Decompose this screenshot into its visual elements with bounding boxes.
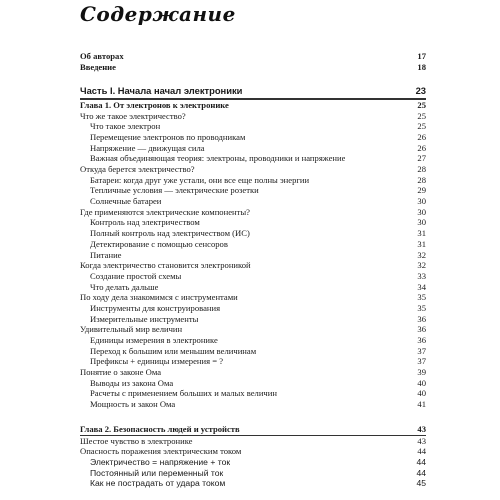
toc-entry-page-number: 31 bbox=[417, 228, 426, 239]
toc-entry-label: Выводы из закона Ома bbox=[90, 377, 174, 388]
toc-entry-label: Измерительные инструменты bbox=[90, 313, 199, 324]
toc-entry-label: Батареи: когда друг уже устали, они все еще полны энергии bbox=[90, 174, 310, 185]
toc-entry-label: Единицы измерения в электронике bbox=[90, 335, 218, 345]
toc-entry-page-number: 35 bbox=[417, 292, 426, 303]
toc-entry-page-number: 31 bbox=[417, 238, 426, 249]
toc-entry-about-authors[interactable] bbox=[80, 51, 426, 62]
toc-entry-label: Электричество = напряжение + ток bbox=[90, 456, 231, 467]
toc-entry-page-number: 36 bbox=[417, 313, 426, 324]
toc-entry-page-number: 28 bbox=[417, 164, 426, 174]
toc-entry-page-number: 34 bbox=[417, 281, 426, 292]
toc-entry-label: Инструменты для конструирования bbox=[90, 302, 221, 313]
toc-entry-part-1[interactable] bbox=[80, 86, 426, 99]
toc-entry-e4[interactable] bbox=[80, 143, 426, 154]
toc-entry-e14[interactable] bbox=[80, 250, 426, 261]
toc-entry-page-number: 30 bbox=[417, 196, 426, 207]
toc-entry-page-number: 43 bbox=[417, 435, 426, 446]
toc-entry-f5[interactable] bbox=[80, 478, 426, 489]
toc-entry-e12[interactable] bbox=[80, 228, 426, 239]
toc-entry-page-number: 29 bbox=[417, 185, 426, 196]
toc-entry-label: Глава 1. От электронов к электронике bbox=[80, 99, 229, 110]
toc-entry-label: Что же такое электричество? bbox=[80, 110, 186, 121]
toc-entry-page-number: 40 bbox=[417, 388, 426, 399]
toc-entry-page-number: 30 bbox=[417, 206, 426, 217]
toc-entry-e2[interactable] bbox=[80, 121, 426, 132]
toc-entry-f2[interactable] bbox=[80, 446, 426, 457]
toc-entry-e8[interactable] bbox=[80, 185, 426, 196]
toc-entry-f4[interactable] bbox=[80, 468, 426, 479]
toc-entry-e3[interactable] bbox=[80, 132, 426, 143]
toc-entry-label: Создание простой схемы bbox=[90, 270, 182, 281]
toc-entry-page-number: 18 bbox=[417, 61, 426, 72]
toc-entry-page-number: 30 bbox=[417, 217, 426, 228]
toc-entry-page-number: 43 bbox=[417, 423, 426, 434]
toc-entry-label: Понятие о законе Ома bbox=[80, 367, 162, 378]
toc-entry-label: Перемещение электронов по проводникам bbox=[90, 131, 246, 142]
toc-entry-page-number: 26 bbox=[417, 142, 426, 153]
toc-entry-e9[interactable] bbox=[80, 196, 426, 207]
toc-entry-page-number: 25 bbox=[417, 99, 426, 110]
toc-entry-e13[interactable] bbox=[80, 239, 426, 250]
toc-entry-label: Полный контроль над электричеством (ИС) bbox=[90, 228, 250, 239]
toc-entry-page-number: 35 bbox=[417, 302, 426, 313]
toc-entry-e15[interactable] bbox=[80, 260, 426, 271]
toc-entry-label: Питание bbox=[90, 249, 122, 260]
toc-entry-e22[interactable] bbox=[80, 335, 426, 346]
toc-entry-page-number: 44 bbox=[417, 446, 426, 457]
toc-entry-page-number: 41 bbox=[417, 399, 426, 410]
toc-entry-e11[interactable] bbox=[80, 217, 426, 228]
toc-entry-label: Переход к большим или меньшим величинам bbox=[90, 345, 257, 356]
toc-entry-e6[interactable] bbox=[80, 164, 426, 175]
toc-entry-label: Что делать дальше bbox=[90, 281, 159, 292]
toc-entry-label: Постоянный или переменный ток bbox=[90, 467, 224, 478]
toc-entry-page-number: 36 bbox=[417, 335, 426, 345]
toc-entry-label: По ходу дела знакомимся с инструментами bbox=[80, 292, 238, 303]
toc-entry-e7[interactable] bbox=[80, 175, 426, 186]
toc-entry-e20[interactable] bbox=[80, 314, 426, 325]
page-title: Содержание bbox=[80, 2, 236, 26]
toc-entry-page-number: 32 bbox=[417, 249, 426, 260]
toc-entry-chapter-2[interactable] bbox=[80, 424, 426, 435]
toc-entry-e16[interactable] bbox=[80, 271, 426, 282]
toc-entry-e17[interactable] bbox=[80, 282, 426, 293]
toc-entry-e24[interactable] bbox=[80, 356, 426, 367]
toc-entry-e19[interactable] bbox=[80, 303, 426, 314]
toc-entry-page-number: 28 bbox=[417, 174, 426, 185]
toc-entry-label: Часть I. Начала начал электроники bbox=[80, 86, 243, 97]
toc-entry-e5[interactable] bbox=[80, 153, 426, 164]
toc-entry-label: Где применяются электрические компоненты? bbox=[80, 206, 250, 217]
toc-entry-page-number: 25 bbox=[417, 110, 426, 121]
toc-entry-e1[interactable] bbox=[80, 111, 426, 122]
toc-entry-label: Мощность и закон Ома bbox=[90, 399, 176, 410]
toc-entry-page-number: 45 bbox=[416, 478, 426, 489]
toc-entry-label: Важная объединяющая теория: электроны, проводники и напряжение bbox=[90, 153, 346, 164]
toc-entry-page-number: 17 bbox=[417, 51, 426, 61]
toc-entry-page-number: 26 bbox=[417, 131, 426, 142]
toc-entry-label: Как не пострадать от удара током bbox=[90, 478, 226, 489]
toc-entry-e21[interactable] bbox=[80, 324, 426, 335]
toc-entry-label: Напряжение — движущая сила bbox=[90, 142, 205, 153]
toc-entry-label: Тепличные условия — электрические розетки bbox=[90, 185, 259, 196]
toc-entry-label: Детектирование с помощью сенсоров bbox=[90, 238, 228, 249]
toc-entry-page-number: 23 bbox=[415, 85, 426, 97]
toc-entry-label: Расчеты с применением больших и малых величин bbox=[90, 388, 277, 399]
toc-entry-f3[interactable] bbox=[80, 457, 426, 468]
toc-entry-label: Введение bbox=[80, 61, 116, 72]
toc-entry-e23[interactable] bbox=[80, 346, 426, 357]
toc-entry-page-number: 37 bbox=[417, 356, 426, 367]
toc-spacer bbox=[80, 72, 426, 86]
toc-entry-label: Об авторах bbox=[80, 51, 124, 61]
toc-entry-label: Откуда берется электричество? bbox=[80, 164, 195, 174]
toc-entry-label: Глава 2. Безопасность людей и устройств bbox=[80, 423, 240, 434]
toc-entry-page-number: 25 bbox=[417, 121, 426, 132]
toc-entry-label: Шестое чувство в электронике bbox=[80, 435, 193, 446]
toc-entry-page-number: 33 bbox=[417, 270, 426, 281]
toc-entry-page-number: 44 bbox=[416, 456, 426, 467]
toc-entry-label: Удивительный мир величин bbox=[80, 324, 183, 335]
toc-entry-page-number: 44 bbox=[416, 467, 426, 478]
toc-spacer bbox=[80, 410, 426, 424]
toc-entry-e26[interactable] bbox=[80, 378, 426, 389]
toc-entry-page-number: 27 bbox=[417, 153, 426, 164]
toc-entry-page-number: 32 bbox=[417, 260, 426, 271]
toc-entry-label: Когда электричество становится электроникой bbox=[80, 260, 251, 271]
toc-entry-e25[interactable] bbox=[80, 367, 426, 378]
toc-entry-chapter-1[interactable] bbox=[80, 100, 426, 111]
toc-entry-label: Что такое электрон bbox=[90, 121, 161, 132]
toc-entry-intro[interactable] bbox=[80, 62, 426, 73]
toc-entry-e10[interactable] bbox=[80, 207, 426, 218]
toc-entry-e28[interactable] bbox=[80, 399, 426, 410]
toc-entry-label: Опасность поражения электрическим током bbox=[80, 446, 242, 457]
toc-entry-label: Солнечные батареи bbox=[90, 196, 162, 207]
toc-entry-e18[interactable] bbox=[80, 292, 426, 303]
toc-entry-e27[interactable] bbox=[80, 388, 426, 399]
toc-entry-label: Префиксы + единицы измерения = ? bbox=[90, 356, 224, 367]
toc-entry-label: Контроль над электричеством bbox=[90, 217, 200, 228]
toc-entry-page-number: 37 bbox=[417, 345, 426, 356]
table-of-contents bbox=[80, 51, 426, 489]
toc-entry-page-number: 36 bbox=[417, 324, 426, 335]
toc-entry-f1[interactable] bbox=[80, 436, 426, 447]
toc-entry-page-number: 39 bbox=[417, 367, 426, 378]
toc-entry-page-number: 40 bbox=[417, 377, 426, 388]
